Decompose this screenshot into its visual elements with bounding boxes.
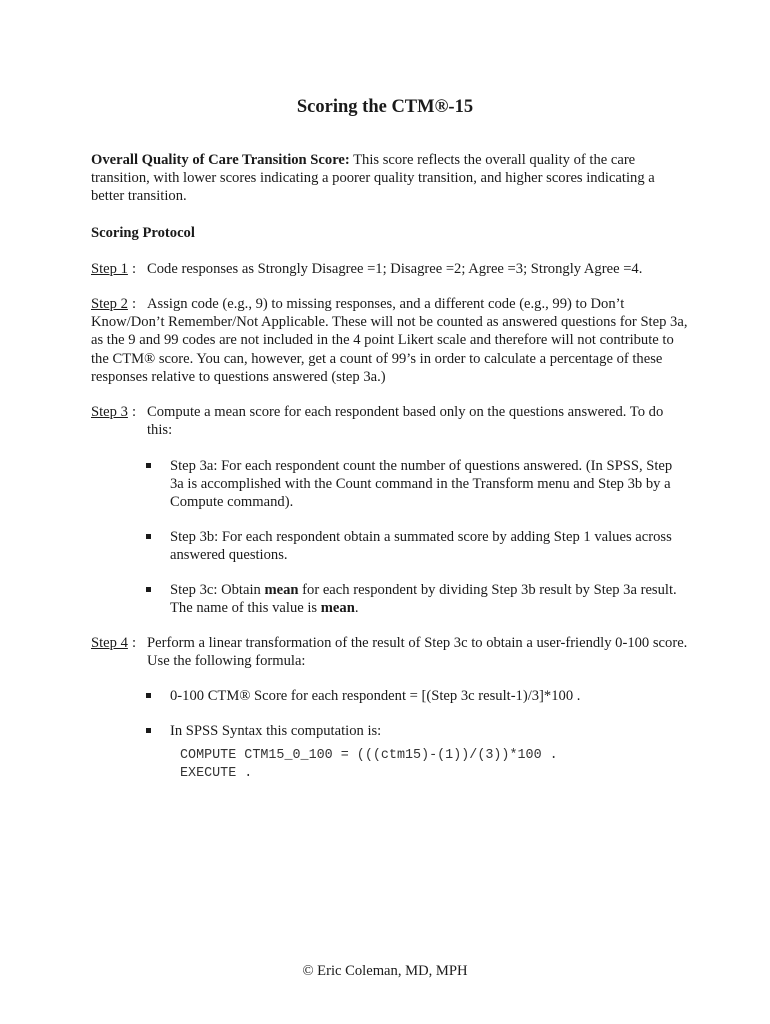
bullet-square-icon	[146, 534, 151, 539]
step-4-spss-text: In SPSS Syntax this computation is:	[170, 723, 382, 739]
overall-score-heading: Overall Quality of Care Transition Score:	[91, 152, 350, 168]
step-4-formula-bullet	[146, 687, 686, 705]
step-3-label: Step 3	[91, 404, 128, 420]
step-2-text: Assign code (e.g., 9) to missing responses, and a different code (e.g., 99) to Don’t Know/Don’t Remember/Not Applicable. These will not be counted as answered questions for Step 3a, as the 9 and 99 codes are not included in the 4 point Likert scale and therefore will not contribute to the CTM® score. You can, however, get a count of 99’s in order to calculate a percentage of these responses relative to questions answered (step 3a.)	[91, 296, 688, 385]
step-4-colon: :	[132, 635, 137, 651]
step-1	[91, 260, 691, 278]
step-3-colon: :	[132, 404, 137, 420]
step-3c-bold-mean-2: mean	[320, 600, 355, 617]
step-1-label: Step 1	[91, 261, 128, 277]
step-4-spss-bullet	[146, 722, 686, 740]
spss-code-line-execute: EXECUTE .	[180, 766, 253, 781]
step-3c-bold-mean: mean	[264, 582, 299, 598]
step-3c-part1: Step 3c: Obtain	[170, 582, 265, 598]
step-3-text: Compute a mean score for each respondent based only on the questions answered. To do this:	[147, 404, 664, 439]
step-3b-text: Step 3b: For each respondent obtain a summated score by adding Step 1 values across answered questions.	[170, 529, 672, 564]
bullet-square-icon	[146, 693, 151, 698]
overall-score-text: This score reflects the overall quality of the care transition, with lower scores indicating a poorer quality transition, and higher scores indicating a better transition.	[91, 152, 655, 205]
copyright-footer: © Eric Coleman, MD, MPH	[302, 963, 468, 979]
step-4-label: Step 4	[91, 635, 128, 651]
step-4	[91, 634, 691, 670]
protocol-heading: Scoring Protocol	[91, 225, 195, 241]
step-3c-bullet	[146, 581, 686, 617]
step-3c-text	[170, 581, 686, 617]
spss-code-line-compute: COMPUTE CTM15_0_100 = (((ctm15)-(1))/(3))*100 .	[180, 748, 558, 763]
bullet-square-icon	[146, 463, 151, 468]
step-1-colon: :	[132, 261, 137, 277]
step-3c-part2: for each respondent by dividing Step 3b result by Step 3a result. The name of this value is	[170, 582, 677, 617]
step-2-label: Step 2	[91, 296, 128, 312]
step-3a-bullet	[146, 457, 686, 512]
step-3a-text: Step 3a: For each respondent count the number of questions answered. (In SPSS, Step 3a is accomplished with the Count command in the Transform menu and Step 3b by a Compute command).	[170, 458, 673, 511]
step-3b-bullet	[146, 528, 686, 564]
step-2	[91, 295, 691, 386]
step-1-text: Code responses as Strongly Disagree =1; Disagree =2; Agree =3; Strongly Agree =4.	[147, 261, 643, 277]
overall-score-paragraph	[91, 151, 691, 206]
step-2-colon: :	[132, 296, 137, 312]
step-3c-part3: .	[354, 600, 359, 617]
page-title: Scoring the CTM®-15	[296, 97, 474, 117]
step-4-text: Perform a linear transformation of the result of Step 3c to obtain a user-friendly 0-100 score. Use the following formula:	[147, 635, 688, 670]
bullet-square-icon	[146, 728, 151, 733]
step-4-formula-text: 0-100 CTM® Score for each respondent = [(Step 3c result-1)/3]*100 .	[170, 688, 581, 704]
bullet-square-icon	[146, 587, 151, 592]
step-3	[91, 403, 691, 439]
